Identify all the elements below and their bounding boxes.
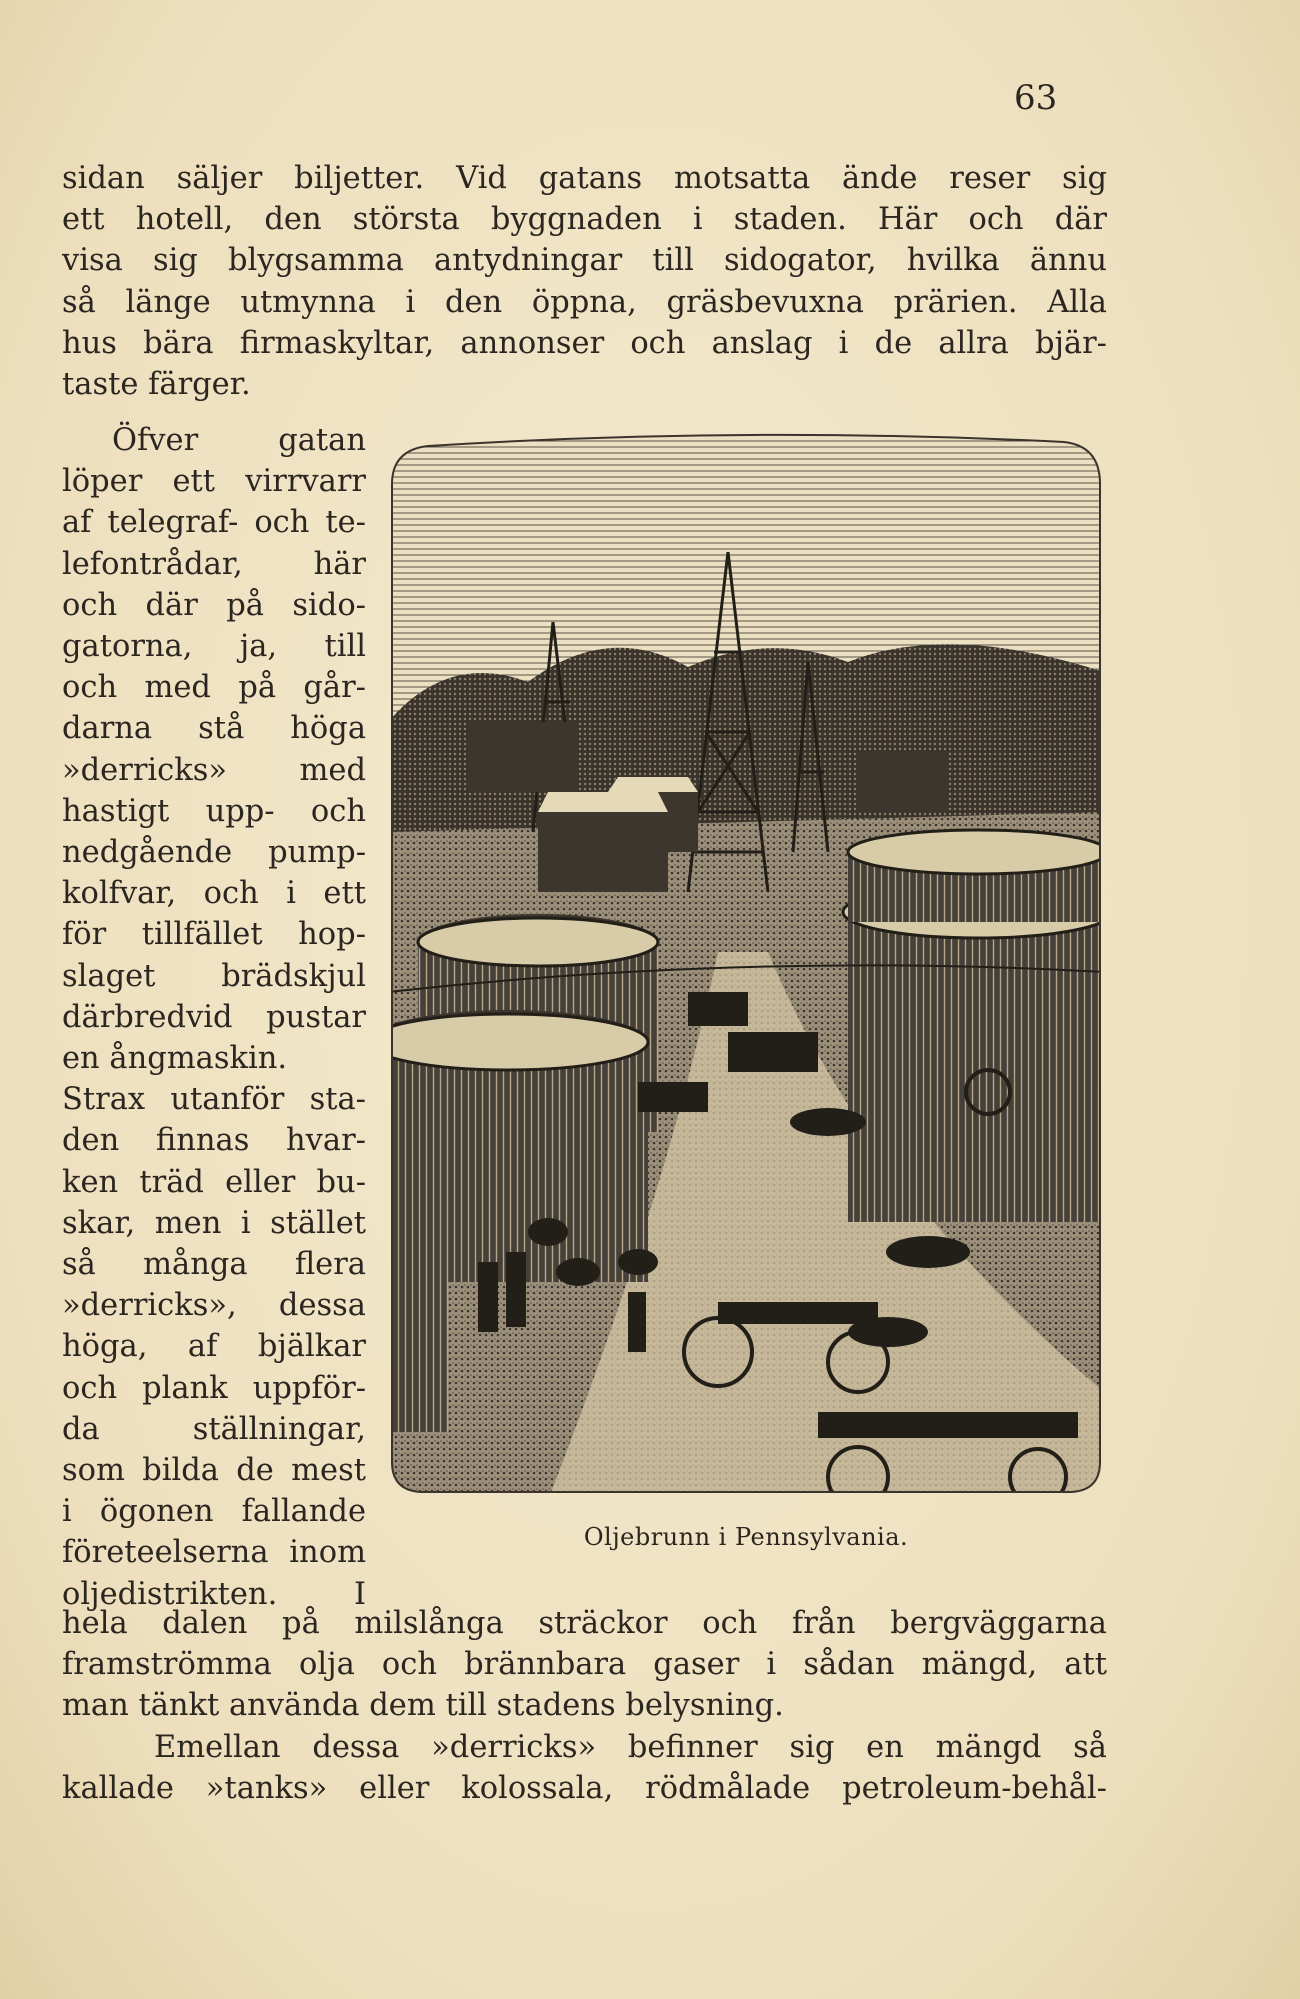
- figure-caption: Oljebrunn i Pennsylvania.: [583, 1523, 909, 1551]
- text-line: och med på går-: [62, 670, 366, 706]
- text-line: Emellan dessa »derricks» befinner sig en mängd så: [154, 1729, 1107, 1765]
- page-number: 63: [1014, 78, 1058, 118]
- text-line: hela dalen på milslånga sträckor och från bergväggarna: [62, 1606, 1107, 1641]
- text-line: kallade »tanks» eller kolossala, rödmålade petroleum-behål-: [62, 1770, 1107, 1806]
- text-line: visa sig blygsamma antydningar till sidogator, hvilka ännu: [62, 243, 1107, 279]
- narrow-text-column: [62, 420, 366, 1615]
- text-line: så länge utmynna i den öppna, gräsbevuxna prärien. Alla: [62, 284, 1107, 320]
- text-line: kolfvar, och i ett: [62, 876, 366, 912]
- text-line: höga, af bjälkar: [62, 1329, 366, 1365]
- text-line: löper ett virrvarr: [62, 464, 366, 500]
- oil-field-engraving: [388, 432, 1104, 1500]
- intro-paragraph: [62, 158, 1107, 405]
- text-line: och plank uppför-: [62, 1370, 366, 1406]
- text-line: slaget brädskjul: [62, 958, 366, 994]
- text-line: framströmma olja och brännbara gaser i sådan mängd, att: [62, 1647, 1107, 1683]
- text-line: som bilda de mest: [62, 1453, 366, 1489]
- text-line: af telegraf- och te-: [62, 505, 366, 541]
- text-line: hastigt upp- och: [62, 793, 366, 829]
- text-line: för tillfället hop-: [62, 917, 366, 953]
- text-line: så många flera: [62, 1247, 366, 1283]
- text-line: ett hotell, den största byggnaden i staden. Här och där: [62, 202, 1107, 238]
- text-line: da ställningar,: [62, 1411, 366, 1447]
- text-line: ken träd eller bu-: [62, 1164, 366, 1200]
- text-line: i ögonen fallande: [62, 1494, 366, 1530]
- text-line: en ångmaskin.: [62, 1041, 288, 1077]
- continued-paragraph: [62, 1603, 1107, 1809]
- text-line: sidan säljer biljetter. Vid gatans motsatta ände reser sig: [62, 161, 1107, 196]
- text-line: man tänkt använda dem till stadens belysning.: [62, 1688, 784, 1724]
- text-line: »derricks» med: [62, 752, 366, 788]
- text-line: gatorna, ja, till: [62, 629, 366, 665]
- text-line: skar, men i stället: [62, 1205, 366, 1241]
- text-line: Öfver gatan: [112, 423, 366, 458]
- text-line: taste färger.: [62, 367, 251, 403]
- text-line: nedgående pump-: [62, 835, 366, 871]
- engraving-illustration: [388, 432, 1104, 1500]
- text-line: lefontrådar, här: [62, 546, 366, 582]
- text-line: och där på sido-: [62, 587, 366, 623]
- text-line: oljedistrikten. I: [62, 1576, 366, 1612]
- text-line: företeelserna inom: [62, 1535, 366, 1571]
- text-line: därbredvid pustar: [62, 999, 366, 1035]
- text-line: Strax utanför sta-: [62, 1082, 366, 1118]
- text-line: den finnas hvar-: [62, 1123, 366, 1159]
- text-line: darna stå höga: [62, 711, 366, 747]
- text-line: hus bära firmaskyltar, annonser och anslag i de allra bjär-: [62, 325, 1107, 361]
- text-line: »derricks», dessa: [62, 1288, 366, 1324]
